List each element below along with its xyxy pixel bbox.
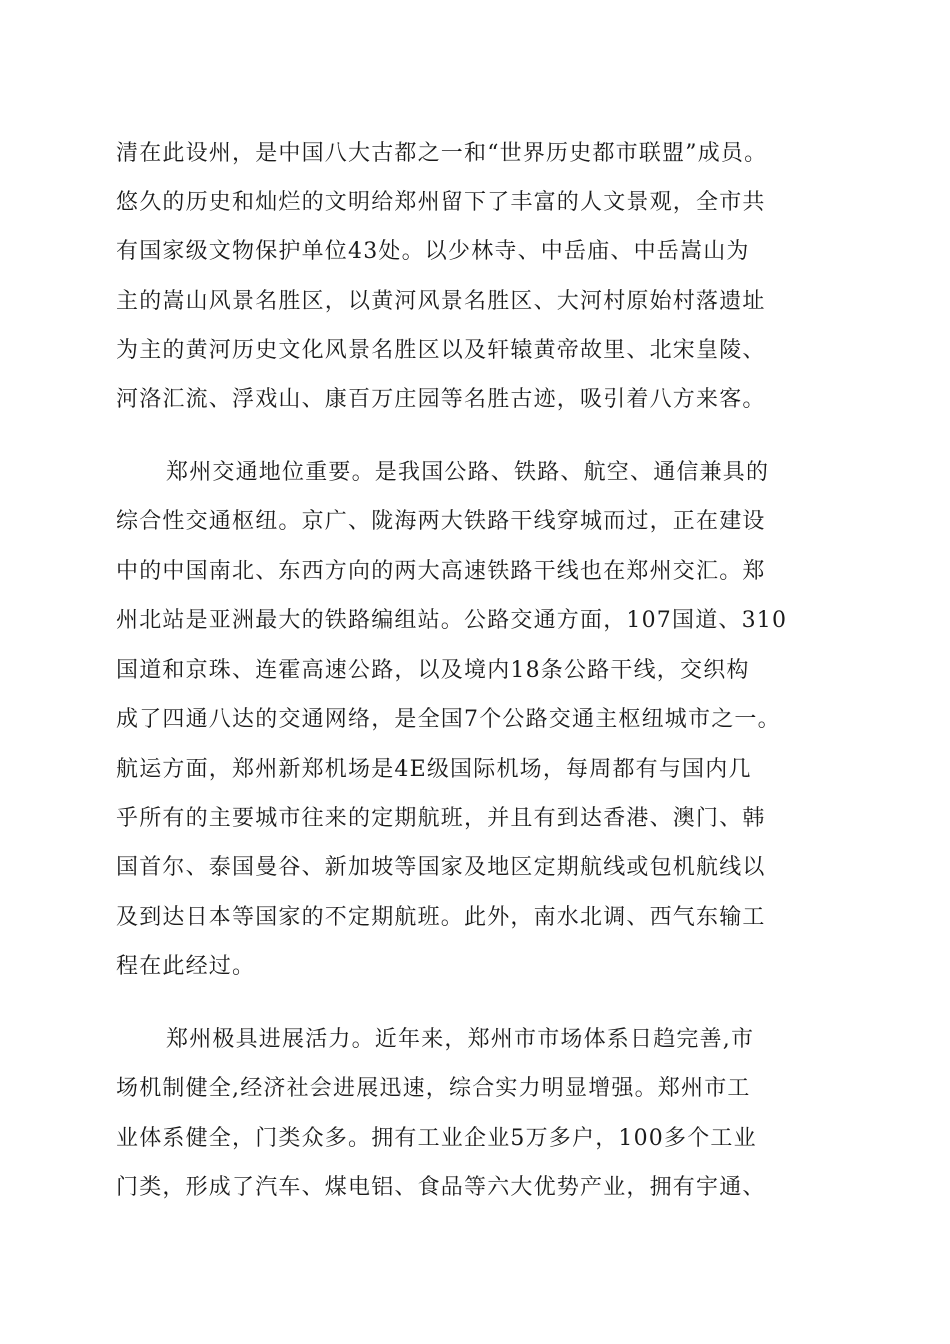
paragraph-2-line-5: 国道和京珠、连霍高速公路，以及境内18条公路干线，交织构 bbox=[116, 658, 750, 683]
paragraph-2-line-10: 及到达日本等国家的不定期航班。此外，南水北调、西气东输工 bbox=[116, 905, 766, 930]
paragraph-2-line-7: 航运方面，郑州新郑机场是4E级国际机场，每周都有与国内几 bbox=[116, 757, 752, 782]
paragraph-2-line-9: 国首尔、泰国曼谷、新加坡等国家及地区定期航线或包机航线以 bbox=[116, 855, 766, 880]
paragraph-1-line-5: 为主的黄河历史文化风景名胜区以及轩辕黄帝故里、北宋皇陵、 bbox=[116, 338, 766, 363]
paragraph-2-line-6: 成了四通八达的交通网络，是全国7个公路交通主枢纽城市之一。 bbox=[116, 707, 781, 732]
paragraph-2-line-3: 中的中国南北、东西方向的两大高速铁路干线也在郑州交汇。郑 bbox=[116, 559, 766, 584]
paragraph-2-line-4: 州北站是亚洲最大的铁路编组站。公路交通方面，107国道、310 bbox=[116, 608, 788, 633]
paragraph-1-line-6: 河洛汇流、浮戏山、康百万庄园等名胜古迹，吸引着八方来客。 bbox=[116, 387, 766, 412]
paragraph-2-line-1: 郑州交通地位重要。是我国公路、铁路、航空、通信兼具的 bbox=[166, 460, 770, 485]
paragraph-1-line-1: 清在此设州，是中国八大古都之一和“世界历史都市联盟”成员。 bbox=[116, 141, 768, 166]
paragraph-3-line-1: 郑州极具进展活力。近年来，郑州市市场体系日趋完善,市 bbox=[166, 1027, 755, 1052]
paragraph-2-line-2: 综合性交通枢纽。京广、陇海两大铁路干线穿城而过，正在建设 bbox=[116, 509, 766, 534]
paragraph-1-line-2: 悠久的历史和灿烂的文明给郑州留下了丰富的人文景观，全市共 bbox=[116, 190, 766, 215]
paragraph-2-line-8: 乎所有的主要城市往来的定期航班，并且有到达香港、澳门、韩 bbox=[116, 806, 766, 831]
paragraph-1-line-4: 主的嵩山风景名胜区，以黄河风景名胜区、大河村原始村落遗址 bbox=[116, 289, 766, 314]
paragraph-3-line-2: 场机制健全,经济社会进展迅速，综合实力明显增强。郑州市工 bbox=[116, 1076, 751, 1101]
paragraph-2-line-11: 程在此经过。 bbox=[116, 954, 256, 979]
paragraph-3-line-4: 门类，形成了汽车、煤电铝、食品等六大优势产业，拥有宇通、 bbox=[116, 1175, 766, 1200]
paragraph-3-line-3: 业体系健全，门类众多。拥有工业企业5万多户，100多个工业 bbox=[116, 1126, 757, 1151]
paragraph-1-line-3: 有国家级文物保护单位43处。以少林寺、中岳庙、中岳嵩山为 bbox=[116, 239, 750, 264]
